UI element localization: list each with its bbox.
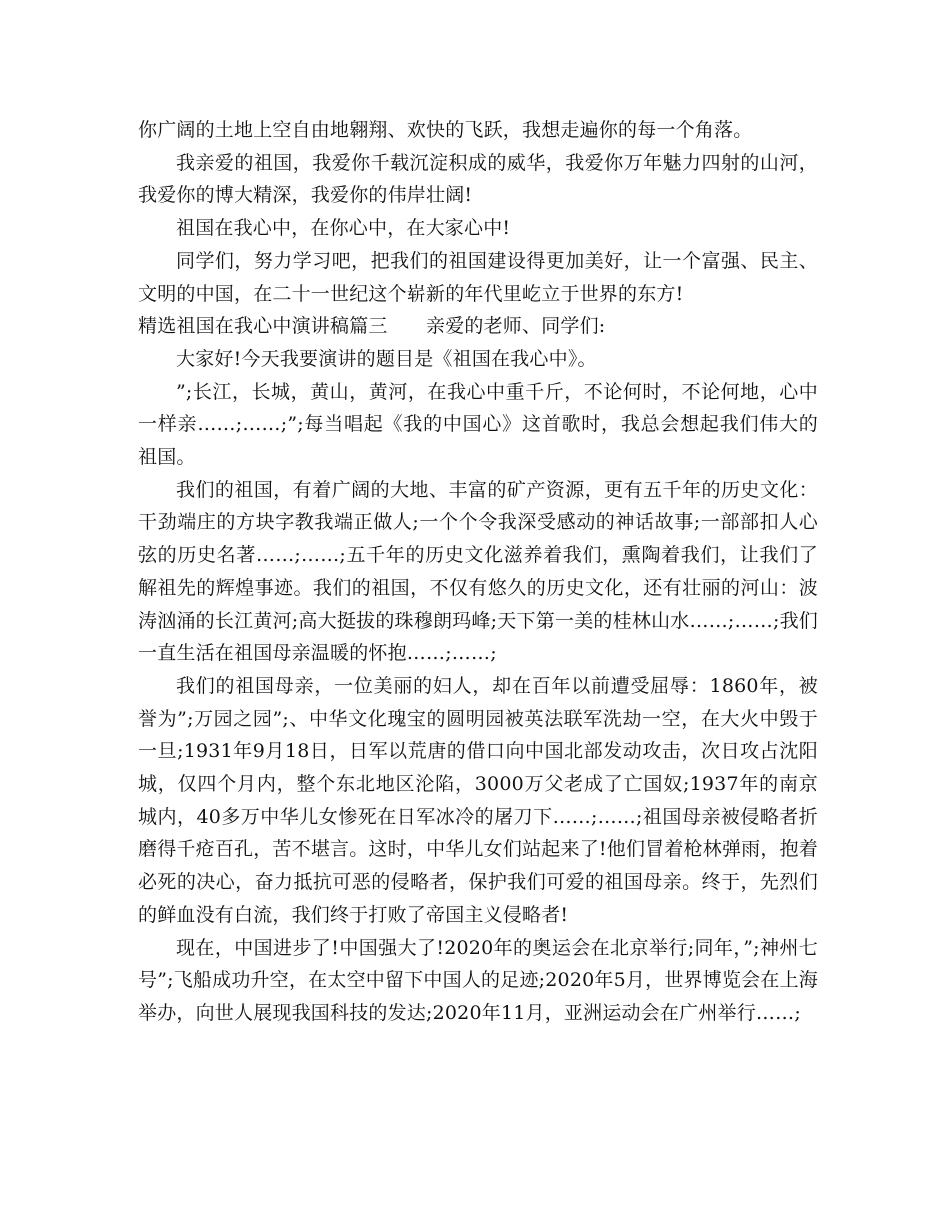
paragraph-love-motherland: 我亲爱的祖国，我爱你千载沉淀积成的威华，我爱你万年魅力四射的山河，我爱你的博大精深，我爱你的伟岸壮阔!: [138, 151, 818, 207]
paragraph-greeting: 大家好!今天我要演讲的题目是《祖国在我心中》。: [176, 347, 597, 370]
paragraph-china-progress: 现在，中国进步了!中国强大了!2020年的奥运会在北京举行;同年，”;神州七号”;飞船成功升空，在太空中留下中国人的足迹;2020年5月，世界博览会在上海举办，向世人展现我国科技的发达;2020年11月，亚洲运动会在广州举行……;: [138, 936, 818, 1024]
paragraph-history-culture: 我们的祖国，有着广阔的大地、丰富的矿产资源，更有五千年的历史文化：干劲端庄的方块字教我端正做人;一个个令我深受感动的神话故事;一部部扣人心弦的历史名著……;……;五千年的历史文化滋养着我们，熏陶着我们，让我们了解祖先的辉煌事迹。我们的祖国，不仅有悠久的历史文化，还有壮丽的河山：波涛汹涌的长江黄河;高大挺拔的珠穆朗玛峰;天下第一美的桂林山水……;……;我们一直生活在祖国母亲温暖的怀抱……;……;: [138, 478, 818, 665]
section-heading-speech-three: 精选祖国在我心中演讲稿篇三 亲爱的老师、同学们:: [138, 315, 606, 338]
document-body: [138, 114, 818, 1030]
paragraph-song-lyrics: ”;长江，长城，黄山，黄河，在我心中重千斤，不论何时，不论何地，心中一样亲……;……;”;每当唱起《我的中国心》这首歌时，我总会想起我们伟大的祖国。: [138, 380, 818, 469]
paragraph-motherland-in-heart: 祖国在我心中，在你心中，在大家心中!: [176, 217, 511, 240]
paragraph-study-hard: 同学们，努力学习吧，把我们的祖国建设得更加美好，让一个富强、民主、文明的中国，在二十一世纪这个崭新的年代里屹立于世界的东方!: [138, 249, 818, 305]
paragraph-continued: 你广阔的土地上空自由地翱翔、欢快的飞跃，我想走遍你的每一个角落。: [138, 119, 753, 141]
paragraph-humiliation-history: 我们的祖国母亲，一位美丽的妇人，却在百年以前遭受屈辱：1860年，被誉为”;万园之园”;、中华文化瑰宝的圆明园被英法联军洗劫一空，在大火中毁于一旦;1931年9月18日，日军以荒唐的借口向中国北部发动攻击，次日攻占沈阳城，仅四个月内，整个东北地区沦陷，3000万父老成了亡国奴;1937年的南京城内，40多万中华儿女惨死在日军冰冷的屠刀下……;……;祖国母亲被侵略者折磨得千疮百孔，苦不堪言。这时，中华儿女们站起来了!他们冒着枪林弹雨，抱着必死的决心，奋力抵抗可恶的侵略者，保护我们可爱的祖国母亲。终于，先烈们的鲜血没有白流，我们终于打败了帝国主义侵略者!: [138, 674, 818, 926]
